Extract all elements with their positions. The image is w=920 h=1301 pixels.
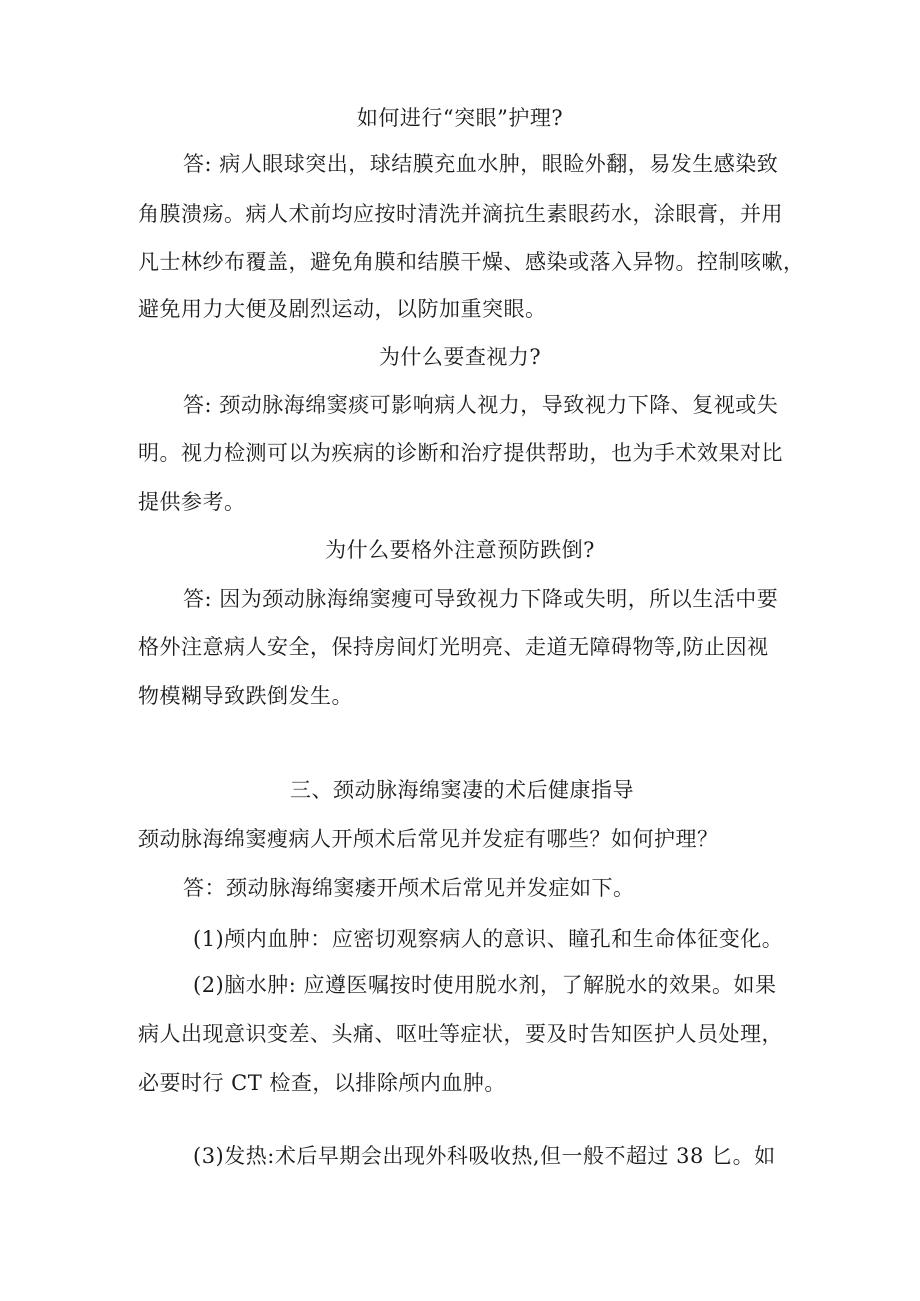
section-heading: 三、颈动脉海绵窦凄的术后健康指导 [290, 778, 634, 802]
question-line: 颈动脉海绵窦瘦病人开颅术后常见并发症有哪些？如何护理？ [138, 827, 719, 851]
answer-intro: 答：颈动脉海绵窦痿开颅术后常见并发症如下。 [183, 876, 635, 900]
answer-line: 物模糊导致跌倒发生。 [138, 684, 353, 708]
answer-line: 凡士林纱布覆盖，避免角膜和结膜干燥、感染或落入异物。控制咳嗽， [138, 250, 805, 274]
answer-line: 避免用力大便及剧烈运动，以防加重突眼。 [138, 297, 547, 321]
answer-line: 提供参考。 [138, 490, 246, 514]
question-heading: 如何进行“突眼”护理? [356, 106, 564, 130]
answer-line: 答: 颈动脉海绵窦痰可影响病人视力，导致视力下降、复视或失 [183, 393, 779, 417]
answer-line: 角膜溃疡。病人术前均应按时清洗并滴抗生素眼药水，涂眼膏，并用 [138, 202, 783, 226]
list-item-continuation: 必要时行 CT 检查，以排除颅内血肿。 [138, 1071, 506, 1095]
answer-line: 答: 因为颈动脉海绵窦瘦可导致视力下降或失明，所以生活中要 [183, 587, 779, 611]
answer-line: 格外注意病人安全，保持房间灯光明亮、走道无障碍物等,防止因视 [138, 635, 769, 659]
list-item: (2)脑水肿: 应遵医嘱按时使用脱水剂，了解脱水的效果。如果 [193, 973, 777, 997]
list-item-continuation: 病人出现意识变差、头痛、呕吐等症状，要及时告知医护人员处理， [138, 1022, 783, 1046]
answer-line: 答: 病人眼球突出，球结膜充血水肿，眼睑外翻，易发生感染致 [183, 152, 779, 176]
question-heading: 为什么要格外注意预防跌倒? [325, 538, 595, 562]
list-item: (1)颅内血肿：应密切观察病人的意识、瞳孔和生命体征变化。 [193, 927, 784, 951]
question-heading: 为什么要查视力? [378, 345, 542, 369]
list-item: (3)发热:术后早期会出现外科吸收热,但一般不超过 38 匕。如 [193, 1144, 776, 1168]
answer-line: 明。视力检测可以为疾病的诊断和治疗提供帮助，也为手术效果对比 [138, 441, 783, 465]
